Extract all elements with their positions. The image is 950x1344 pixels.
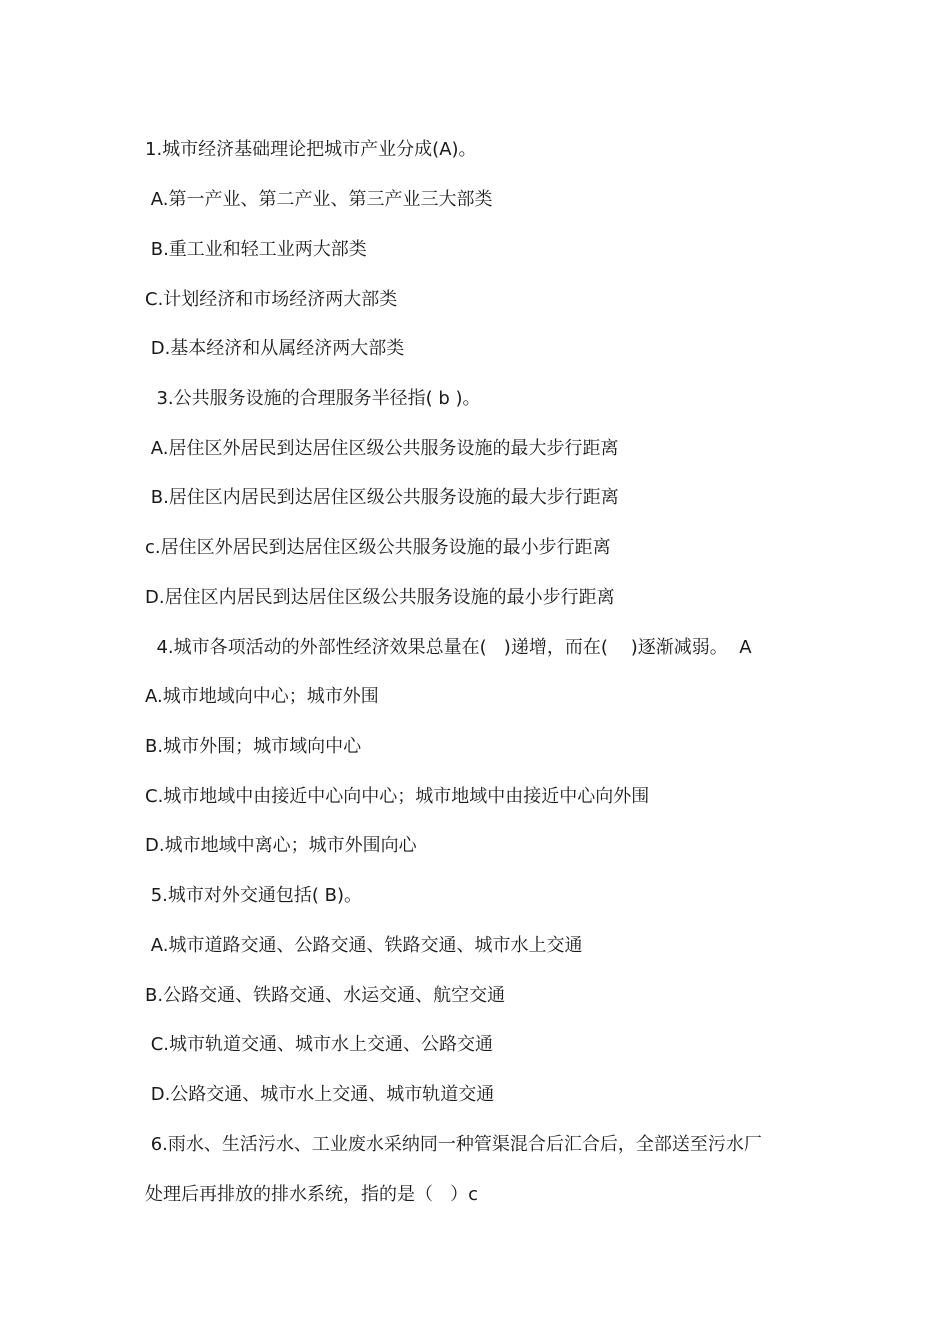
text-line: 6.雨水、生活污水、工业废水采纳同一种管渠混合后汇合后，全部送至污水厂 bbox=[145, 1134, 762, 1155]
text-line: C.计划经济和市场经济两大部类 bbox=[145, 289, 398, 310]
text-line: B.公路交通、铁路交通、水运交通、航空交通 bbox=[145, 985, 506, 1006]
text-line: B.重工业和轻工业两大部类 bbox=[145, 239, 367, 260]
text-line: D.公路交通、城市水上交通、城市轨道交通 bbox=[145, 1084, 495, 1105]
text-line: D.基本经济和从属经济两大部类 bbox=[145, 338, 405, 359]
text-line: D.城市地域中离心；城市外围向心 bbox=[145, 835, 417, 856]
text-line: c.居住区外居民到达居住区级公共服务设施的最小步行距离 bbox=[145, 537, 611, 558]
text-line: 4.城市各项活动的外部性经济效果总量在( )递增，而在( )逐渐减弱。 A bbox=[145, 637, 752, 658]
text-line: 5.城市对外交通包括( B)。 bbox=[145, 885, 363, 906]
text-line: B.居住区内居民到达居住区级公共服务设施的最大步行距离 bbox=[145, 487, 619, 508]
text-line: 1.城市经济基础理论把城市产业分成(A)。 bbox=[145, 139, 477, 160]
text-line: 处理后再排放的排水系统，指的是（ ）c bbox=[145, 1184, 479, 1205]
text-line: C.城市地域中由接近中心向中心；城市地域中由接近中心向外围 bbox=[145, 786, 650, 807]
text-line: A.城市地域向中心；城市外围 bbox=[145, 686, 379, 707]
text-line: C.城市轨道交通、城市水上交通、公路交通 bbox=[145, 1034, 494, 1055]
text-line: A.居住区外居民到达居住区级公共服务设施的最大步行距离 bbox=[145, 438, 619, 459]
text-line: D.居住区内居民到达居住区级公共服务设施的最小步行距离 bbox=[145, 587, 615, 608]
text-line: B.城市外围；城市域向中心 bbox=[145, 736, 362, 757]
text-line: A.城市道路交通、公路交通、铁路交通、城市水上交通 bbox=[145, 935, 583, 956]
text-line: A.第一产业、第二产业、第三产业三大部类 bbox=[145, 189, 493, 210]
text-line: 3.公共服务设施的合理服务半径指( b )。 bbox=[145, 388, 481, 409]
